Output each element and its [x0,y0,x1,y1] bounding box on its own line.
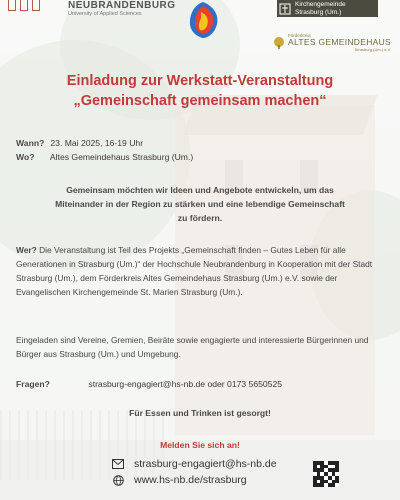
who-label: Wer? [16,245,37,255]
questions-value: strasburg-engagiert@hs-nb.de oder 0173 5650525 [88,379,283,389]
invited-paragraph: Eingeladen sind Vereine, Gremien, Beiräte sowie engagierte und interessierte Bürgerinnen und Bürger aus Strasburg (Um.) und Umgebung. [16,335,369,359]
intro-text: Gemeinsam möchten wir Ideen und Angebote entwickeln, um das Miteinander in der Region zu stärken und eine lebendige Gemeinschaft zu fördern. [55,185,345,223]
mail-icon [112,458,124,470]
title-line-1: Einladung zur Werkstatt-Veranstaltung [66,73,334,89]
altes-line-1: Förderkreis [288,33,311,38]
when-value: 23. Mai 2025, 16-19 Uhr [50,138,144,148]
altes-line-3: Strasburg (Um.) e.V. [354,47,392,52]
church-icon [277,0,293,17]
email-contact[interactable] [112,458,277,470]
kirchengemeinde-logo [277,0,378,17]
hochschule-subtitle: University of Applied Sciences [68,11,142,17]
questions-label: Fragen? [16,379,50,389]
web-contact[interactable] [112,474,247,486]
who-paragraph [16,243,382,299]
when-row [16,137,143,149]
email-link[interactable]: strasburg-engagiert@hs-nb.de [134,458,277,470]
globe-icon [112,474,124,486]
who-text: Die Veranstaltung ist Teil des Projekts „Gemeinschaft finden – Gutes Leben für alle Generationen in Strasburg (Um.)“ der Hochschule Neubrandenburg in Kooperation mit der Stadt Strasburg (Um.), dem Förderkreis Altes Gemeindehaus Strasburg (Um.) e.V. sowie der Evangelischen Kirchengemeinde St. Marien Strasburg (Um.). [16,245,373,297]
hochschule-name: NEUBRANDENBURG [68,0,176,11]
questions-row [16,378,282,390]
page-title [0,71,400,111]
hochschule-logo [8,0,176,18]
where-value: Altes Gemeindehaus Strasburg (Um.) [49,152,194,162]
where-label: Wo? [16,152,35,162]
kirche-line-2: Strasburg (Um.) [295,8,342,16]
tree-icon [272,37,286,49]
signup-call: Melden Sie sich an! [160,440,240,450]
when-label: Wann? [16,138,45,148]
altes-gemeindehaus-logo [272,33,391,52]
title-line-2: „Gemeinschaft gemeinsam machen“ [73,93,327,109]
where-row [16,151,193,163]
altes-line-2: ALTES GEMEINDEHAUS [288,37,392,47]
website-link[interactable]: www.hs-nb.de/strasburg [134,474,247,486]
qr-code[interactable] [313,461,339,487]
hochschule-mark-icon [8,0,42,10]
kirche-line-1: Kirchengemeinde [295,1,346,8]
food-note: Für Essen und Trinken ist gesorgt! [129,408,271,418]
city-coat-of-arms-icon [183,0,223,40]
